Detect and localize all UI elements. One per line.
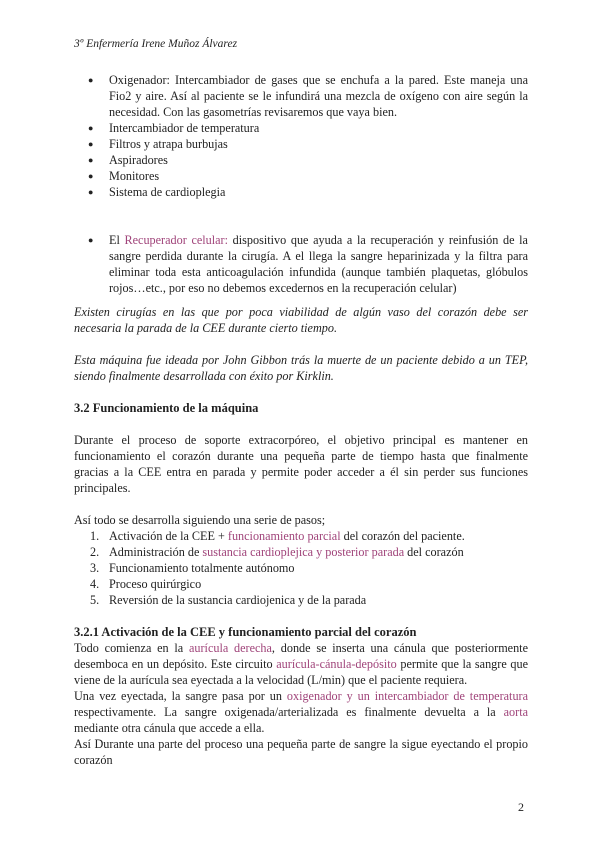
step-number: 3. bbox=[90, 561, 100, 575]
highlight-circuito: aurícula-cánula-depósito bbox=[276, 657, 397, 671]
italic-note-2: Esta máquina fue ideada por John Gibbon trás la muerte de un paciente debido a un TEP, siendo finalmente desarrollada con éxito por Kirklin. bbox=[74, 353, 528, 383]
section-paragraph-1: Durante el proceso de soporte extracorpóreo, el objetivo principal es mantener en funcionamiento el corazón durante una pequeña parte de tiempo hasta que finalmente gracias a la CEE entra en parada y permite poder acceder a él sin perder sus funciones principales. bbox=[74, 433, 528, 495]
section-paragraph-2: Así todo se desarrolla siguiendo una serie de pasos; bbox=[74, 513, 326, 527]
step-number: 2. bbox=[90, 545, 100, 559]
section-title: 3.2 Funcionamiento de la máquina bbox=[74, 401, 259, 415]
recuperador-term: Recuperador celular: bbox=[124, 233, 228, 247]
subsection-title: 3.2.1 Activación de la CEE y funcionamiento parcial del corazón bbox=[74, 625, 417, 639]
step-text: Administración de bbox=[109, 545, 203, 559]
list-item: ● Intercambiador de temperatura bbox=[74, 120, 528, 136]
text-run: Una vez eyectada, la sangre pasa por un bbox=[74, 689, 287, 703]
step-text: Activación de la CEE + bbox=[109, 529, 228, 543]
step-highlight: sustancia cardioplejica y posterior parada bbox=[202, 545, 405, 559]
list-item: ● Filtros y atrapa burbujas bbox=[74, 136, 528, 152]
step-item bbox=[74, 560, 528, 576]
italic-note-1: Existen cirugías en las que por poca viabilidad de algún vaso del corazón debe ser necesaria la parada de la CEE durante cierto tiempo. bbox=[74, 305, 528, 335]
step-text: Proceso quirúrgico bbox=[109, 577, 202, 591]
text-run: , donde se inserta una cánula que posteriormente desemboca en un depósito. Este circuito bbox=[74, 641, 528, 671]
list-item-recuperador bbox=[74, 232, 528, 296]
highlight-oxigenador: oxigenador y un intercambiador de temperatura bbox=[286, 689, 529, 703]
step-item bbox=[74, 528, 528, 544]
subsection-paragraph-3: Así Durante una parte del proceso una pequeña parte de sangre la sigue eyectando el propio corazón bbox=[74, 737, 528, 767]
step-number: 1. bbox=[90, 529, 100, 543]
list-item: ● Aspiradores bbox=[74, 152, 528, 168]
equipment-list bbox=[74, 72, 528, 200]
recuperador-list bbox=[74, 232, 528, 296]
step-number: 4. bbox=[90, 577, 100, 591]
text-run: respectivamente. La sangre oxigenada/arterializada es finalmente devuelta a la bbox=[74, 705, 504, 719]
step-text-end: del corazón bbox=[404, 545, 464, 559]
step-text: Reversión de la sustancia cardiojenica y de la parada bbox=[109, 593, 367, 607]
text-run: permite que la sangre que viene de la aurícula sea eyectada a la velocidad (L/min) que el paciente requiera. bbox=[74, 657, 528, 687]
step-text: Funcionamiento totalmente autónomo bbox=[109, 561, 295, 575]
subsection-paragraph-1 bbox=[74, 640, 528, 688]
step-item bbox=[74, 576, 528, 592]
step-item bbox=[74, 544, 528, 560]
step-text-end: del corazón del paciente. bbox=[340, 529, 465, 543]
page-header: 3º Enfermería Irene Muñoz Álvarez bbox=[74, 38, 238, 50]
text-run: mediante otra cánula que accede a ella. bbox=[74, 721, 265, 735]
highlight-auricula: aurícula derecha bbox=[189, 641, 272, 655]
step-item bbox=[74, 592, 528, 608]
step-highlight: funcionamiento parcial bbox=[227, 529, 341, 543]
page-number: 2 bbox=[518, 800, 524, 814]
list-item: ● Monitores bbox=[74, 168, 528, 184]
text-run: Todo comienza en la bbox=[74, 641, 189, 655]
recuperador-text: dispositivo que ayuda a la recuperación y reinfusión de la sangre perdida durante la cirugía. A el llega la sangre heparinizada y la filtra para eliminar toda esta anticoagulación infundida (aunque también plaquetas, glóbulos rojos…etc., por eso no debemos excedernos en la recuperación celular) bbox=[109, 233, 528, 295]
recuperador-pre: El bbox=[109, 233, 125, 247]
list-item: ● Oxigenador: Intercambiador de gases que se enchufa a la pared. Este maneja una Fio2 y aire. Así al paciente se le infundirá una mezcla de oxígeno con aire según la necesidad. Con las gasometrías revisaremos que vaya bien. bbox=[74, 72, 528, 120]
highlight-aorta: aorta bbox=[503, 705, 528, 719]
list-item: ● Sistema de cardioplegia bbox=[74, 184, 528, 200]
step-number: 5. bbox=[90, 593, 100, 607]
page-content bbox=[74, 72, 528, 768]
subsection-paragraph-2 bbox=[74, 688, 528, 736]
steps-list bbox=[74, 528, 528, 608]
